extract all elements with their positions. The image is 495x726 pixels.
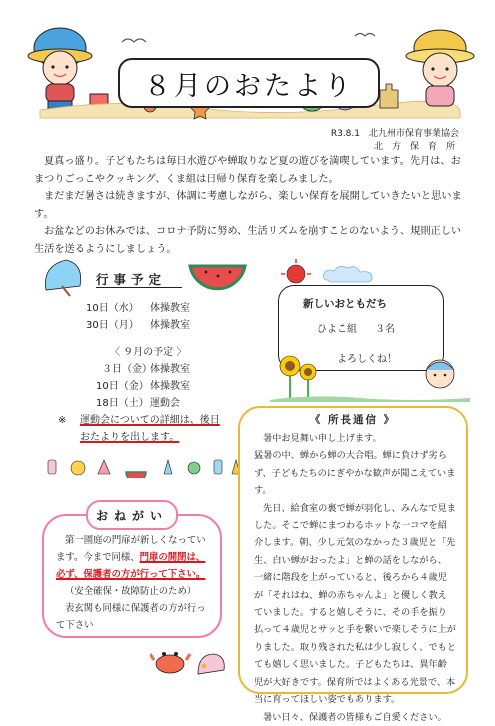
class-name: ひよこ組 (317, 324, 357, 335)
intro-paragraph: お盆などのお休みでは、コロナ予防に努め、生活リズムを崩すことのないよう、規則正しい生活を送るようにしましょう。 (34, 226, 462, 255)
cloud-illustration (320, 262, 380, 284)
events-title: 行事予定 (96, 272, 167, 287)
principal-paragraph: 暑中お見舞い申し上げます。 (263, 433, 382, 444)
august-events (86, 300, 190, 334)
child-right-illustration (406, 30, 474, 106)
event-row: 18日（土）運動会 (96, 398, 180, 409)
friend-count: ３名 (375, 324, 395, 335)
principal-title: 《 所長通信 》 (309, 414, 397, 426)
request-line: 第一園庭の門扉が新しくなっています。今まで同様、 (56, 535, 206, 563)
sun-icon (71, 461, 85, 475)
watermelon-icon (190, 266, 245, 289)
note-line: 運動会についての詳細は、後日 (80, 415, 220, 426)
principal-paragraph: 猛暑の中、蝉から蝉の大合唱。蝉に負けず劣らず、子どもたちのにぎやかな歓声が聞こえています。 (254, 450, 456, 497)
request-line: （安全確保・故障防止のため） (65, 586, 197, 597)
intro-paragraph: 夏真っ盛り。子どもたちは毎日水遊びや蝉取りなど夏の遊びを満喫しています。先月は、おまつりごっこやクッキング、くま組は日帰り保育を楽しみました。 (34, 156, 461, 185)
shaved-ice-icon (164, 460, 172, 474)
request-body (56, 532, 212, 634)
new-friends-title: 新しいおともだち (303, 298, 387, 310)
title-box (118, 58, 380, 108)
events-title-underline (96, 287, 182, 288)
september-events (96, 344, 190, 412)
principal-body (254, 430, 456, 726)
principal-paragraph: 先日、給食室の裏で蝉が羽化し、みんなで見ました。そこで蝉にまつわるホットな一コマを紹介します。朝、少し元気のなかった３歳児と「先生、白い蝉がおったよ」と蝉の話をしながら、一緒に階段を上がっていると、後ろから４歳児が「それはね、蝉の赤ちゃんよ」と優しく教えていました。すると嬉しそうに、その手を振り払って４歳児とサッと手を繋いで楽しそうに上がりました。取り残された私は少し寂しく、でもとても嬉しく思いました。子どもたちは、異年齢児が大好きです。保育所ではよくある光景で、本当に育ってほしい姿でもあります。 (254, 502, 456, 706)
sandcastle-icon (380, 84, 398, 108)
child-left-illustration (28, 28, 108, 111)
sunflower-icon (280, 356, 316, 400)
crab-hermit-illustration (150, 640, 230, 680)
event-row: 10日（水） 体操教室 (86, 303, 190, 314)
note-line: おたよりを出します。 (80, 432, 180, 443)
issue-date-org: R3.8.1 北九州市保育事業協会 (330, 129, 459, 139)
event-row: 10日（金）体操教室 (96, 381, 190, 392)
icecream-icon (98, 460, 110, 474)
summer-icons-row (44, 456, 244, 478)
sunflower-baby-illustration (270, 350, 470, 402)
event-row: 30日（月） 体操教室 (86, 320, 190, 331)
request-line: 表玄関も同様に保護者の方が行って下さい (56, 603, 206, 631)
principal-news-box (238, 406, 468, 723)
ball-icon (188, 462, 200, 474)
intro-text (34, 153, 468, 259)
event-row: ３日（金）体操教室 (102, 364, 190, 375)
meta-block (239, 128, 459, 154)
crab-icon (156, 655, 184, 673)
request-emphasis: 門扉の開閉は、必ず、保護者の方が行って下さい。 (56, 552, 206, 580)
popsicle-icon (214, 460, 222, 474)
request-title: おねがい (86, 500, 178, 530)
popsicle-icon (48, 460, 56, 474)
events-note (58, 412, 248, 446)
september-title: 〈 ９月の予定 〉 (110, 347, 187, 358)
page-title: ８月のおたより (144, 70, 354, 102)
watermelon-icon (126, 472, 146, 478)
intro-paragraph: まだまだ暑さは続きますが、体調に考慮しながら、楽しい保育を展開していきたいと思います。 (34, 191, 462, 220)
baby-icon (426, 360, 454, 388)
greeting: よろしくね！ (337, 354, 397, 365)
principal-paragraph: 暑い日々、保護者の皆様もご自愛ください。 (263, 711, 447, 723)
school-name: 北 方 保 育 所 (373, 142, 455, 152)
note-mark: ※ (58, 415, 67, 426)
fan-icon (45, 260, 80, 296)
request-box (42, 514, 222, 638)
hermit-crab-icon (198, 654, 224, 674)
